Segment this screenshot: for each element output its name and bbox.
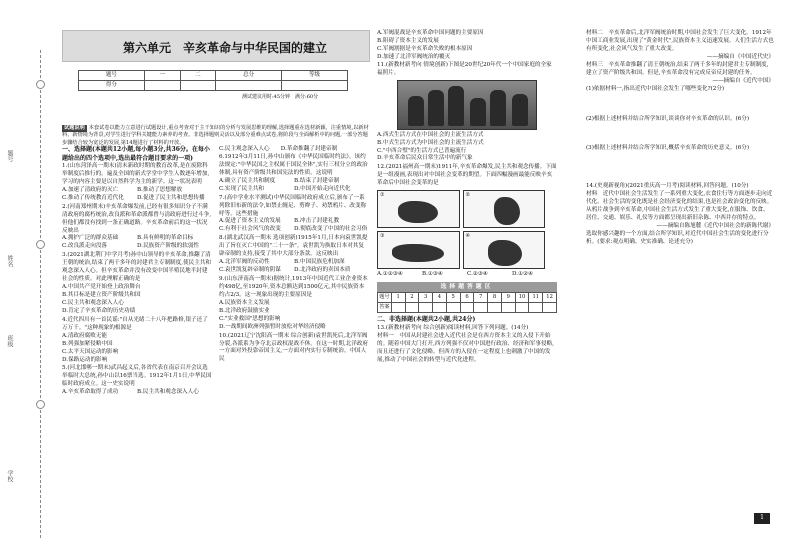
- question-stem: 13.(新教材新考向 综合创新)阅读材料,回答下列问题。(14分): [377, 324, 529, 331]
- question-stem: 2.(河南郑州期末)辛亥革命爆发前,已经有很多知识分子不满清政府的腐朽统治,改良派和革命派都曾与清政府进行过斗争,但他们都没有找到一条正确道路。辛亥革命前后的这一状况反映出: [62, 203, 211, 234]
- question-2: [62, 204, 212, 252]
- option[interactable]: C.有利于社会风气的改变: [219, 226, 281, 233]
- question-12: [377, 164, 557, 279]
- option[interactable]: B.中国民族危机加深: [294, 259, 345, 266]
- option[interactable]: A.民族资本主义发展: [219, 299, 270, 306]
- question-stem: 4.近代四川有一首民谣:"自从光绪二十八年把路修,银子还了万万千。"这种现象的根源是: [62, 316, 208, 331]
- column-3: [377, 30, 557, 366]
- family-photo: [397, 80, 537, 130]
- answer-label: 答案: [378, 303, 392, 313]
- option[interactable]: B.阻碍了资本主义的发展: [377, 37, 439, 44]
- question-stem: 10.(2021辽宁沈阳高一期末 综合创新)袁世凯死后,北洋军阀分裂,各派系为争夺北京政权混战不休。在这一时期,北洋政府一方面对外投靠帝国主义,一方面对内实行专制统治。中国人民: [219, 332, 368, 363]
- question-3: [62, 252, 212, 316]
- binding-label-name: 姓名: [6, 255, 13, 267]
- option[interactable]: A.加速了清政府的灭亡: [62, 186, 119, 193]
- question-stem: 9.(山东济南高一期末)据统计,1913年中国近代工业企业资本约498亿,至1920年,资本总额达到1500亿元,其中民族资本约占2/3。这一现象出现的主要原因是: [219, 276, 368, 298]
- option[interactable]: D.加速了北洋军阀统治的覆灭: [377, 53, 451, 60]
- question-stem: 5.(河北邯郸一期末)武昌起义后,各省代表在南京召开会议选举临时大总统,孙中山以16票当选。1912年1月1日,中华民国临时政府成立。这一史实说明: [62, 365, 212, 388]
- cartoon-label: ③: [380, 233, 385, 240]
- grid-header: 8: [488, 293, 502, 303]
- answer-cell[interactable]: [419, 303, 433, 313]
- option[interactable]: A.辛亥革命取得了成功: [62, 389, 119, 396]
- exam-page: [62, 30, 774, 530]
- option[interactable]: D.彻底改变了中国的社会习俗: [294, 226, 368, 233]
- question-1: [62, 163, 212, 203]
- column-4: [586, 30, 774, 248]
- grid-header: 9: [501, 293, 515, 303]
- answer-cell[interactable]: [405, 303, 419, 313]
- grid-header: 5: [446, 293, 460, 303]
- option[interactable]: B.具有鲜明的革命目标: [137, 235, 194, 242]
- binding-label-class: 班级: [6, 335, 13, 347]
- question-10: [219, 333, 369, 365]
- question-stem: 8.(湖北武汉高一期末 选项创新)1915年1月,日本向袁世凯提出了旨在灭亡中国的"二十一条"。袁世凯为换取日本对其复辟帝制的支持,接受了其中大部分条款。这反映出: [219, 235, 368, 258]
- option[interactable]: C."实业救国"思想的影响: [219, 315, 281, 322]
- grid-header: 6: [460, 293, 474, 303]
- exam-header: [62, 30, 370, 116]
- option[interactable]: B.①③④: [422, 271, 443, 278]
- score-table: [78, 70, 348, 91]
- option[interactable]: C.袁世凯复辟帝制的阴谋: [219, 267, 281, 274]
- cartoon-image: [463, 231, 546, 269]
- option[interactable]: B.其目标是建立资产阶级共和国: [62, 292, 141, 299]
- binding-hole: [36, 400, 45, 409]
- score-input-cell[interactable]: [144, 81, 180, 91]
- question-stem: 3.(2021湖北荆门中学月考)孙中山领导的辛亥革命,推翻了清王朝的统治,结束了两千多年的封建君主专制制度,使民主共和观念深入人心。但辛亥革命并没有改变中国半殖民地半封建社会的性质。对此理解正确的是: [62, 252, 211, 283]
- binding-label-school: 学校: [6, 470, 13, 482]
- grid-header: 题号: [378, 293, 392, 303]
- score-cell: 二: [180, 71, 216, 81]
- option[interactable]: C.②③④: [467, 271, 488, 278]
- option[interactable]: C.军阀割据是辛亥革命失败的根本原因: [377, 45, 473, 52]
- grid-header: 10: [515, 293, 529, 303]
- answer-cell[interactable]: [460, 303, 474, 313]
- option[interactable]: D.肯定了辛亥革命的历史功绩: [62, 307, 136, 314]
- option[interactable]: C.太平天国运动的影响: [62, 348, 119, 355]
- option[interactable]: A.确立了民主共和制度: [219, 177, 276, 184]
- option[interactable]: A.①②③④: [377, 271, 403, 278]
- option[interactable]: C.改良派走向没落: [62, 243, 108, 250]
- grid-header: 4: [433, 293, 447, 303]
- option[interactable]: B.结束了封建帝制: [294, 177, 340, 184]
- question-stem: 7.(高中学业水平测试)中华民国临时政府成立后,颁布了一系列除旧布新的法令,如禁止缠足、剪辫子、劝禁鸦片、改变称呼等。这些措施: [219, 194, 367, 217]
- answer-space[interactable]: [586, 153, 774, 183]
- unit-title: 第六单元 辛亥革命与中华民国的建立: [123, 41, 328, 55]
- option[interactable]: D.保路运动的影响: [62, 356, 108, 363]
- test-guide: [62, 125, 370, 147]
- score-cell: 总分: [216, 71, 282, 81]
- score-input-cell[interactable]: [180, 81, 216, 91]
- answer-cell[interactable]: [543, 303, 557, 313]
- option[interactable]: D.北洋政府的卖国本质: [294, 267, 351, 274]
- question-8: [219, 235, 369, 275]
- option[interactable]: C."中西合璧"的生活方式已普遍流行: [377, 147, 467, 154]
- option[interactable]: C.推动了传统教育近代化: [62, 194, 124, 201]
- material-source: ——摘编自《近代中国》: [712, 77, 774, 84]
- option[interactable]: A.促进了资本主义的发展: [219, 218, 281, 225]
- grid-header: 11: [529, 293, 543, 303]
- material-text: 材料三 辛亥革命推翻了清王朝统治,结束了两千多年的封建君主专制制度,建立了资产阶级共和国。但是,辛亥革命没有完成反帝反封建的任务。: [586, 61, 769, 76]
- question-9: [219, 276, 369, 332]
- material-text: 材料一 中国从封建社会进入近代社会是在西方资本主义的入侵下开始的。随着中国大门打开,西方列强不仅对中国进行政治、经济和军事侵略,而且还进行了文化侵略。但西方的入侵在一定程度上也刺激了中国的发展,推动了中国社会的转型与近代化进程。: [377, 332, 554, 363]
- material-text: 材料 近代中国社会生活发生了一系列重大变化,衣食住行等方面逐步走向近代化。社会生活的变化既是社会经济变化的结果,也是社会政治变化的反映。从鸦片战争到辛亥革命,中国社会生活方式发生了重大变化,在服饰、饮食、居住、交通、娱乐、礼仪等方面都呈现出新旧杂陈、中西并存的特点。: [586, 191, 773, 222]
- material-source: ——摘编自陈旭麓《近代中国社会的新陈代谢》: [656, 223, 774, 230]
- score-cell: 得分: [79, 81, 145, 91]
- option[interactable]: B.北洋政府鼓励实业: [219, 307, 270, 314]
- grid-header: 1: [391, 293, 405, 303]
- sub-question-1: (1)依据材料一,指出近代中国社会发生了哪些变化?(2分): [586, 85, 725, 92]
- answer-cell[interactable]: [529, 303, 543, 313]
- cartoon-grid: [377, 190, 545, 269]
- column-2: [219, 146, 369, 365]
- task-text: 选取你感兴趣的一个方面,结合所学知识,对近代中国社会生活的变化进行分析。(要求:观点明确、史实准确、论述充分): [586, 231, 769, 245]
- answer-space[interactable]: [586, 94, 774, 116]
- question-stem: 1.(山东菏泽高一期末)清末新政时期的教育改革,是在废除科举制度后推行的。遍及全国的新式学堂中学生人数逐年增加,学习的内容主要是以自然科学为主的新学。这一状况表明: [62, 163, 210, 185]
- option[interactable]: A.清政府腐败无能: [62, 332, 107, 339]
- binding-hole: [36, 80, 45, 89]
- question-stem: 11.(新教材新考向 情境创新)下图是20世纪20年代一个中国家庭的全家福照片。: [377, 61, 552, 76]
- cartoon-label: ②: [465, 192, 470, 199]
- answer-grid: [377, 282, 557, 313]
- guide-text: 本套试卷以能力立意进行试题设计,重点考查对于主干知识的分析与发展思维的理解,选择题重在选材新颖、注重情境,以新材料、新情境为背景,对学生进行学科关键能力素养的考查。非选择题则灵活以及部分重难点试卷,将阶段与全面解析中的问题,一部分答题步骤结合较为宽泛的发展,第14题进行了材料的开放。: [62, 125, 369, 146]
- answer-cell[interactable]: [515, 303, 529, 313]
- option[interactable]: D.民族资产阶级的软弱性: [137, 243, 200, 250]
- option[interactable]: A.西式生活方式在中国社会的主流生活方式: [377, 131, 484, 138]
- option[interactable]: D.中国开始走向近代化: [294, 185, 351, 192]
- question-4: [62, 317, 212, 365]
- question-stem: 6.1912年3月11日,孙中山颁布《中华民国临时约法》。该约法规定:"中华民国之主权属于国民全体",实行三权分立的政治体制,具有资产阶级共和国宪法的性质。这说明: [219, 153, 368, 176]
- cartoon-image: [377, 231, 460, 269]
- cartoon-image: [463, 190, 546, 228]
- option[interactable]: A.中国共产党开始登上政治舞台: [62, 284, 141, 291]
- score-cell: 题号: [79, 71, 145, 81]
- question-14: [586, 183, 774, 247]
- question-7: [219, 195, 369, 235]
- option[interactable]: D.一战期间欧洲列强暂时放松对华经济侵略: [219, 323, 326, 330]
- answer-cell[interactable]: [446, 303, 460, 313]
- option[interactable]: B.列强加紧侵略中国: [62, 340, 113, 347]
- option[interactable]: A.军阀混战是辛亥革命中国问题的主要原因: [377, 30, 484, 36]
- question-11: [377, 62, 557, 164]
- question-13: [377, 325, 557, 365]
- answer-cell[interactable]: [474, 303, 488, 313]
- answer-cell[interactable]: [391, 303, 405, 313]
- grid-header: 12: [543, 293, 557, 303]
- answer-grid-caption: 选择题答题区: [377, 282, 557, 292]
- guide-tag: 试题说明: [64, 125, 85, 131]
- material-text: 材料二 辛亥革命后,北洋军阀统治时期,中国社会发生了巨大变化。1912年中国工商业发展,出现了"黄金时代",民族资本主义迅速发展。人们生活方式也有所变化,社会风气发生了重大改变。: [586, 30, 774, 52]
- column-1: [62, 146, 212, 398]
- grid-header: 7: [474, 293, 488, 303]
- title-bar: [62, 30, 370, 62]
- score-input-cell[interactable]: [282, 81, 348, 91]
- binding-margin: [0, 0, 60, 552]
- option[interactable]: A.拥护广泛的群众基础: [62, 235, 119, 242]
- section-heading: 一、选择题(本题共12小题,每小题3分,共36分。在每小题给出的四个选项中,选出最符合题目要求的一项): [62, 146, 210, 162]
- option[interactable]: D.促进了民主共和思想传播: [137, 194, 205, 201]
- question-10-options: [377, 30, 557, 62]
- option[interactable]: C.民主共和观念深入人心: [62, 299, 124, 306]
- option[interactable]: B.推动了思想解放: [137, 186, 183, 193]
- section-heading: 二、非选择题(本题共2小题,共24分): [377, 316, 476, 324]
- cut-line: [40, 50, 41, 538]
- grid-header: 2: [405, 293, 419, 303]
- option[interactable]: A.北洋军阀的反动性: [219, 259, 270, 266]
- option[interactable]: B.冲击了封建礼教: [294, 218, 340, 225]
- question-5: [62, 365, 212, 397]
- answer-cell[interactable]: [501, 303, 515, 313]
- question-stem: 14.(史观新视角)(2021重庆高一月考)阅读材料,回答问题。(10分): [586, 183, 749, 190]
- cartoon-image: [377, 190, 460, 228]
- sub-question-2: (2)根据上述材料并结合所学知识,谈谈你对辛亥革命的认识。(6分): [586, 115, 750, 122]
- score-cell: 一: [144, 71, 180, 81]
- question-6: [219, 154, 369, 194]
- cartoon-label: ①: [380, 192, 385, 199]
- question-stem: 12.(2021福州高一期末)1911年,辛亥革命爆发,民主共和观念传播。下面是一组漫画,表现出对中国社会变革的期望。下面四幅漫画最能反映辛亥革命后中国社会变革的是: [377, 164, 557, 187]
- exam-info: 测试建议用时:45分钟 满分:60分: [242, 94, 319, 100]
- binding-hole: [36, 240, 45, 249]
- grid-header: 3: [419, 293, 433, 303]
- option[interactable]: B.中式生活方式为中国社会的主流生活方式: [377, 139, 484, 146]
- answer-space[interactable]: [586, 123, 774, 145]
- option[interactable]: C.实现了民主共和: [219, 185, 265, 192]
- answer-cell[interactable]: [433, 303, 447, 313]
- answer-cell[interactable]: [488, 303, 502, 313]
- cartoon-label: ④: [465, 233, 470, 240]
- score-cell: 等级: [282, 71, 348, 81]
- question-5-tail: C.民主观念深入人心 D.革命推翻了封建帝制: [219, 146, 338, 152]
- option[interactable]: D.①②④: [512, 271, 534, 278]
- option[interactable]: D.辛亥革命后民众日常生活中的新气象: [377, 155, 473, 162]
- score-input-cell[interactable]: [216, 81, 282, 91]
- option[interactable]: B.民主共和观念深入人心: [137, 389, 199, 396]
- page-number: 1: [754, 513, 770, 524]
- binding-label-number: 题号: [6, 150, 13, 162]
- material-source: ——摘编自《中国近代史》: [706, 53, 774, 60]
- sub-question-3: (3)根据上述材料并结合所学知识,概括辛亥革命的历史意义。(6分): [586, 145, 750, 152]
